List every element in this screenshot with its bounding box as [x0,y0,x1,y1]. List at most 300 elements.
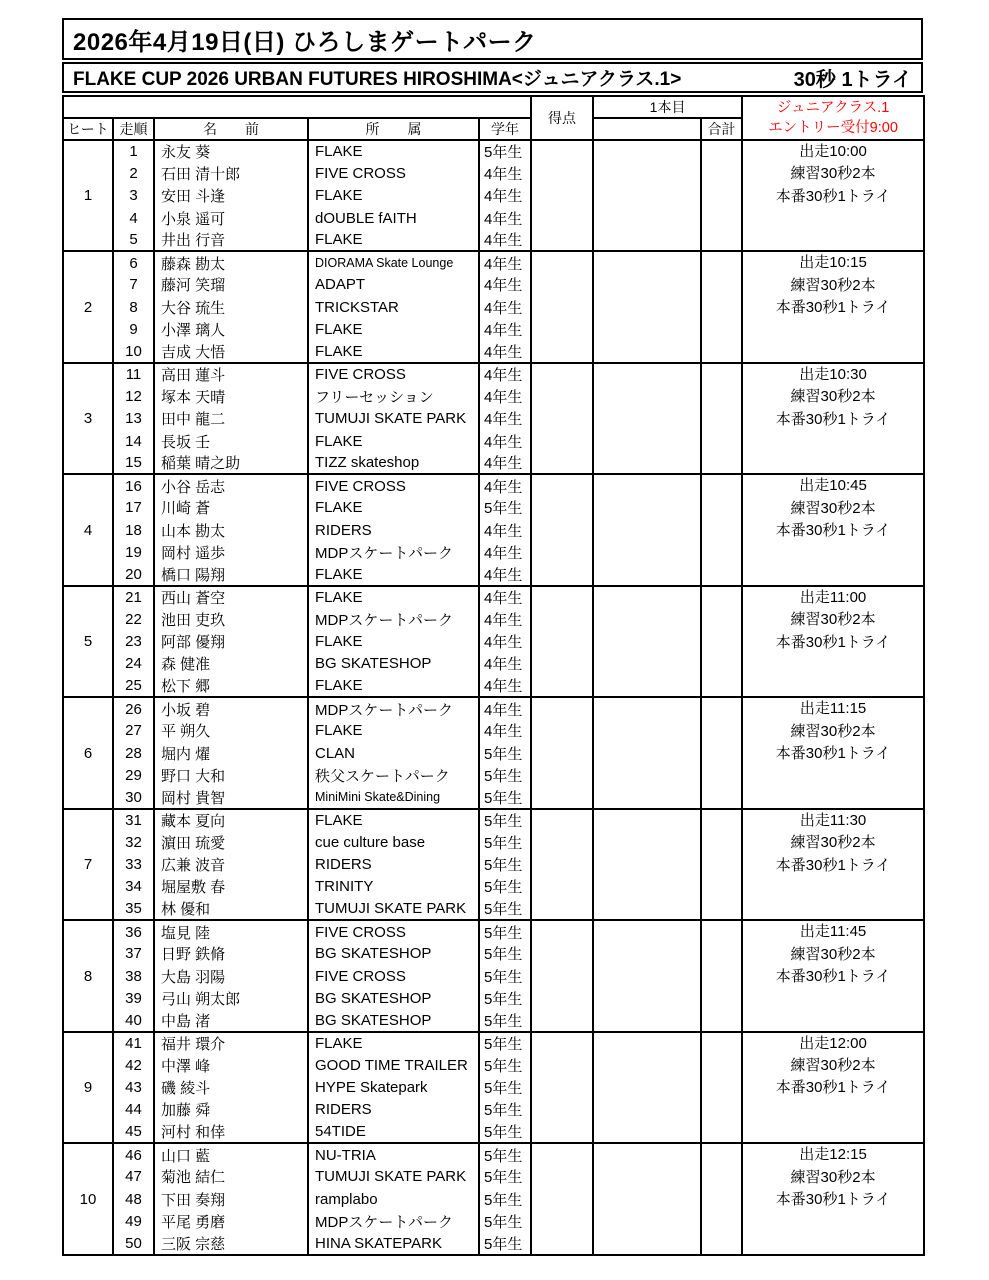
entrant-grade: 4年生 [479,541,531,563]
heat-note-line: 出走11:30 [799,811,867,829]
entrant-grade: 5年生 [479,1054,531,1076]
entrant-club: FLAKE [308,586,479,608]
score-cell [531,140,593,251]
entry-row [63,809,924,831]
heat-note-line: 練習30秒2本 [790,276,876,294]
run-order: 9 [113,318,154,340]
header-order: 走順 [113,118,154,140]
run-order: 25 [113,675,154,697]
entrant-club: BG SKATESHOP [308,987,479,1009]
entrant-club: TRICKSTAR [308,296,479,318]
entrant-club: RIDERS [308,854,479,876]
entrant-grade: 5年生 [479,1143,531,1165]
entrant-club: HINA SKATEPARK [308,1233,479,1255]
score-cell [531,1143,593,1254]
run-order: 26 [113,697,154,719]
entrant-club: FIVE CROSS [308,363,479,385]
entrant-grade: 5年生 [479,1210,531,1232]
entrant-grade: 5年生 [479,854,531,876]
first-run-cell [593,363,701,474]
total-cell [701,1032,742,1143]
entrant-club: FLAKE [308,809,479,831]
run-order: 38 [113,965,154,987]
run-order: 41 [113,1032,154,1054]
run-order: 45 [113,1121,154,1143]
entrant-club: GOOD TIME TRAILER [308,1054,479,1076]
heat-number: 9 [63,1032,113,1143]
heat-number: 10 [63,1143,113,1254]
entrant-club: FIVE CROSS [308,474,479,496]
entrant-club: FLAKE [308,675,479,697]
entrant-name: 濵田 琉愛 [154,831,308,853]
entrant-club: FLAKE [308,631,479,653]
heat-note-line: 出走11:00 [799,588,867,606]
entrant-grade: 4年生 [479,586,531,608]
entrant-club: DIORAMA Skate Lounge [308,251,479,273]
header-class-note-cell [742,96,924,140]
entrant-grade: 5年生 [479,920,531,942]
entrant-name: 河村 和倖 [154,1121,308,1143]
run-order: 24 [113,653,154,675]
first-run-cell [593,1032,701,1143]
heat-note-line: 練習30秒2本 [790,722,876,740]
entrant-name: 安田 斗逢 [154,185,308,207]
heat-note-line: 出走10:15 [799,254,867,272]
entrant-club: MDPスケートパーク [308,608,479,630]
entrant-club: MiniMini Skate&Dining [308,787,479,809]
entrant-club: FLAKE [308,430,479,452]
run-order: 42 [113,1054,154,1076]
score-cell [531,697,593,808]
score-cell [531,251,593,362]
heat-number: 5 [63,586,113,697]
entrant-grade: 5年生 [479,1166,531,1188]
entrant-name: 岡村 貴智 [154,787,308,809]
run-order: 28 [113,742,154,764]
heat-note-line: 本番30秒1トライ [775,522,891,540]
entrant-club: RIDERS [308,1099,479,1121]
first-run-cell [593,920,701,1031]
class-note-line2: エントリー受付9:00 [768,120,898,136]
heat-notes-cell [742,920,924,1031]
heat-note-line: 練習30秒2本 [790,834,876,852]
heat-note-line: 練習30秒2本 [790,499,876,517]
heat-note-line: 出走12:15 [799,1146,867,1164]
heat-number: 7 [63,809,113,920]
entrant-club: CLAN [308,742,479,764]
class-note-line1: ジュニアクラス.1 [776,100,890,116]
entrant-club: FLAKE [308,341,479,363]
heat-note-line: 練習30秒2本 [790,165,876,183]
entrant-name: 堀屋敷 春 [154,876,308,898]
entrant-club: cue culture base [308,831,479,853]
run-order: 34 [113,876,154,898]
entrant-club: BG SKATESHOP [308,1010,479,1032]
run-order: 29 [113,764,154,786]
run-order: 20 [113,564,154,586]
entrant-name: 山本 勘太 [154,519,308,541]
entry-row [63,251,924,273]
entrant-grade: 4年生 [479,296,531,318]
header-row-top [63,96,924,118]
run-order: 10 [113,341,154,363]
score-cell [531,920,593,1031]
entrant-grade: 4年生 [479,430,531,452]
run-order: 3 [113,185,154,207]
entrant-grade: 4年生 [479,318,531,340]
entrant-grade: 4年生 [479,452,531,474]
run-order: 21 [113,586,154,608]
entrant-name: 下田 奏翔 [154,1188,308,1210]
heat-number: 3 [63,363,113,474]
heat-number: 6 [63,697,113,808]
entrant-club: NU-TRIA [308,1143,479,1165]
entrant-club: FIVE CROSS [308,965,479,987]
score-cell [531,586,593,697]
entrant-name: 堀内 燿 [154,742,308,764]
run-order: 6 [113,251,154,273]
heat-note-line: 練習30秒2本 [790,611,876,629]
total-cell [701,363,742,474]
entrant-name: 長坂 壬 [154,430,308,452]
first-run-cell [593,809,701,920]
entrant-grade: 4年生 [479,720,531,742]
run-order: 50 [113,1233,154,1255]
entrant-grade: 5年生 [479,1121,531,1143]
heat-notes-cell [742,586,924,697]
heat-notes-cell [742,251,924,362]
entrant-club: BG SKATESHOP [308,653,479,675]
heat-note-line: 出走11:45 [799,923,867,941]
total-cell [701,697,742,808]
entrant-name: 平 朔久 [154,720,308,742]
heat-note-line: 本番30秒1トライ [775,856,891,874]
header-run1-blank [593,118,701,140]
run-order: 27 [113,720,154,742]
run-order: 18 [113,519,154,541]
entrant-grade: 5年生 [479,497,531,519]
entrant-club: 秩父スケートパーク [308,764,479,786]
entrant-name: 中島 渚 [154,1010,308,1032]
run-format-label: 30秒 1トライ [793,69,912,91]
entrant-name: 小谷 岳志 [154,474,308,496]
heat-note-line: 本番30秒1トライ [775,410,891,428]
entrant-club: FLAKE [308,564,479,586]
header-total: 合計 [701,118,742,140]
heat-number: 8 [63,920,113,1031]
event-title-bar [62,62,923,93]
entrant-name: 平尾 勇磨 [154,1210,308,1232]
entry-row [63,1143,924,1165]
entrant-name: 藤河 笑瑠 [154,274,308,296]
heat-number: 4 [63,474,113,585]
entrant-name: 藤森 勘太 [154,251,308,273]
first-run-cell [593,140,701,251]
entry-table-header [63,96,924,140]
heat-note-line: 出走11:15 [799,700,867,718]
entrant-grade: 4年生 [479,229,531,251]
entrant-name: 橋口 陽翔 [154,564,308,586]
entrant-name: 高田 蓮斗 [154,363,308,385]
entrant-name: 菊池 結仁 [154,1166,308,1188]
entrant-grade: 5年生 [479,742,531,764]
entrant-club: TUMUJI SKATE PARK [308,408,479,430]
entrant-name: 大島 羽陽 [154,965,308,987]
entry-row [63,363,924,385]
run-order: 14 [113,430,154,452]
score-cell [531,1032,593,1143]
run-order: 33 [113,854,154,876]
heat-notes-cell [742,1032,924,1143]
entrant-club: ADAPT [308,274,479,296]
heat-note-line: 出走10:45 [799,477,867,495]
heat-note-line: 本番30秒1トライ [775,745,891,763]
entry-row [63,920,924,942]
entrant-club: FLAKE [308,497,479,519]
entrant-name: 永友 葵 [154,140,308,162]
entrant-name: 加藤 舜 [154,1099,308,1121]
heat-note-line: 本番30秒1トライ [775,187,891,205]
entrant-grade: 5年生 [479,943,531,965]
first-run-cell [593,697,701,808]
heat-notes-cell [742,474,924,585]
entrant-name: 小泉 遥可 [154,207,308,229]
entrant-grade: 5年生 [479,876,531,898]
entrant-grade: 4年生 [479,185,531,207]
heat-notes-cell [742,140,924,251]
entrant-name: 大谷 琉生 [154,296,308,318]
entry-row [63,586,924,608]
entrant-grade: 4年生 [479,251,531,273]
run-order: 13 [113,408,154,430]
entrant-grade: 5年生 [479,1099,531,1121]
entrant-name: 藏本 夏向 [154,809,308,831]
entrant-grade: 5年生 [479,1076,531,1098]
run-order: 46 [113,1143,154,1165]
run-order: 12 [113,385,154,407]
run-order: 22 [113,608,154,630]
first-run-cell [593,1143,701,1254]
entrant-name: 小坂 碧 [154,697,308,719]
score-cell [531,363,593,474]
heat-note-line: 出走12:00 [799,1034,867,1052]
header-first-run: 1本目 [593,96,742,118]
run-order: 2 [113,162,154,184]
entrant-grade: 4年生 [479,408,531,430]
heat-note-line: 出走10:00 [799,143,867,160]
entrant-name: 磯 綾斗 [154,1076,308,1098]
run-order: 19 [113,541,154,563]
total-cell [701,474,742,585]
entrant-club: RIDERS [308,519,479,541]
entrant-club: FLAKE [308,1032,479,1054]
run-order: 37 [113,943,154,965]
run-order: 4 [113,207,154,229]
first-run-cell [593,474,701,585]
heat-note-line: 練習30秒2本 [790,388,876,406]
heat-note-line: 練習30秒2本 [790,1168,876,1186]
entrant-grade: 4年生 [479,385,531,407]
run-order: 47 [113,1166,154,1188]
entrant-name: 塩見 陸 [154,920,308,942]
entrant-name: 吉成 大悟 [154,341,308,363]
entrant-name: 井出 行音 [154,229,308,251]
entrant-grade: 5年生 [479,764,531,786]
run-order: 30 [113,787,154,809]
entry-row [63,697,924,719]
entrant-grade: 5年生 [479,831,531,853]
first-run-cell [593,251,701,362]
entrant-name: 森 健准 [154,653,308,675]
entrant-name: 日野 鉄脩 [154,943,308,965]
entrant-club: 54TIDE [308,1121,479,1143]
entrant-grade: 4年生 [479,162,531,184]
entrant-club: MDPスケートパーク [308,541,479,563]
run-order: 31 [113,809,154,831]
entrant-name: 岡村 遥歩 [154,541,308,563]
entrant-grade: 4年生 [479,207,531,229]
entrant-grade: 5年生 [479,965,531,987]
heat-note-line: 本番30秒1トライ [775,1079,891,1097]
entrant-name: 林 優和 [154,898,308,920]
entrant-club: FIVE CROSS [308,162,479,184]
run-order: 49 [113,1210,154,1232]
score-cell [531,809,593,920]
entrant-grade: 4年生 [479,274,531,296]
run-order: 39 [113,987,154,1009]
entrant-grade: 5年生 [479,809,531,831]
header-name: 名 前 [154,118,308,140]
entrant-name: 西山 蒼空 [154,586,308,608]
entrant-grade: 5年生 [479,1233,531,1255]
entrant-grade: 4年生 [479,474,531,496]
entrant-club: TUMUJI SKATE PARK [308,898,479,920]
score-cell [531,474,593,585]
total-cell [701,809,742,920]
total-cell [701,140,742,251]
heat-note-line: 出走10:30 [799,365,867,383]
header-club: 所 属 [308,118,479,140]
entrant-grade: 4年生 [479,564,531,586]
run-order: 7 [113,274,154,296]
entrant-name: 塚本 天晴 [154,385,308,407]
entrant-club: フリーセッション [308,385,479,407]
header-score: 得点 [531,96,593,140]
header-heat: ヒート [63,118,113,140]
heat-note-line: 本番30秒1トライ [775,633,891,651]
entrant-club: BG SKATESHOP [308,943,479,965]
entrant-grade: 5年生 [479,898,531,920]
run-order: 40 [113,1010,154,1032]
run-order: 35 [113,898,154,920]
entrant-grade: 4年生 [479,675,531,697]
entrant-name: 小澤 璃人 [154,318,308,340]
header-grade: 学年 [479,118,531,140]
run-order: 32 [113,831,154,853]
entrant-club: TIZZ skateshop [308,452,479,474]
entrant-grade: 4年生 [479,519,531,541]
run-order: 16 [113,474,154,496]
entrant-grade: 4年生 [479,697,531,719]
heat-number: 2 [63,251,113,362]
start-list-document [62,18,923,1256]
entrant-name: 松下 郷 [154,675,308,697]
entrant-grade: 4年生 [479,653,531,675]
entrant-name: 山口 藍 [154,1143,308,1165]
entrant-club: FLAKE [308,720,479,742]
run-order: 43 [113,1076,154,1098]
header-spacer-cell [63,96,531,118]
total-cell [701,251,742,362]
event-name: FLAKE CUP 2026 URBAN FUTURES HIROSHIMA<ジュニアクラス.1> [73,69,682,90]
run-order: 5 [113,229,154,251]
entrant-grade: 4年生 [479,608,531,630]
run-order: 48 [113,1188,154,1210]
heat-note-line: 練習30秒2本 [790,945,876,963]
entrant-grade: 5年生 [479,140,531,162]
entrant-club: HYPE Skatepark [308,1076,479,1098]
heat-number: 1 [63,140,113,251]
entrant-name: 三阪 宗慈 [154,1233,308,1255]
heat-notes-cell [742,363,924,474]
entrant-grade: 4年生 [479,631,531,653]
heat-note-line: 本番30秒1トライ [775,967,891,985]
entrant-name: 石田 清十郎 [154,162,308,184]
entrant-club: TRINITY [308,876,479,898]
entrant-grade: 5年生 [479,787,531,809]
run-order: 8 [113,296,154,318]
first-run-cell [593,586,701,697]
entrant-grade: 5年生 [479,987,531,1009]
run-order: 17 [113,497,154,519]
heat-note-line: 練習30秒2本 [790,1057,876,1075]
heat-note-line: 本番30秒1トライ [775,299,891,317]
run-order: 44 [113,1099,154,1121]
entrant-club: TUMUJI SKATE PARK [308,1166,479,1188]
entrant-grade: 5年生 [479,1188,531,1210]
entrant-name: 中澤 峰 [154,1054,308,1076]
entrant-name: 稲葉 晴之助 [154,452,308,474]
entrant-club: FIVE CROSS [308,920,479,942]
run-order: 23 [113,631,154,653]
entrant-club: MDPスケートパーク [308,697,479,719]
entrant-name: 川崎 蒼 [154,497,308,519]
entry-row [63,474,924,496]
run-order: 15 [113,452,154,474]
entrant-grade: 5年生 [479,1010,531,1032]
entrant-name: 野口 大和 [154,764,308,786]
entrant-club: FLAKE [308,185,479,207]
entrant-club: FLAKE [308,140,479,162]
run-order: 11 [113,363,154,385]
entrant-name: 阿部 優翔 [154,631,308,653]
entrant-name: 福井 環介 [154,1032,308,1054]
entrant-grade: 5年生 [479,1032,531,1054]
heat-notes-cell [742,697,924,808]
total-cell [701,586,742,697]
entrant-club: ramplabo [308,1188,479,1210]
entry-table-body [63,140,924,1255]
entrant-club: MDPスケートパーク [308,1210,479,1232]
entrant-name: 池田 吏玖 [154,608,308,630]
entrant-grade: 4年生 [479,341,531,363]
total-cell [701,1143,742,1254]
total-cell [701,920,742,1031]
entrant-club: FLAKE [308,229,479,251]
entry-row [63,140,924,162]
event-date-venue-title: 2026年4月19日(日) ひろしまゲートパーク [62,18,923,60]
entry-row [63,1032,924,1054]
